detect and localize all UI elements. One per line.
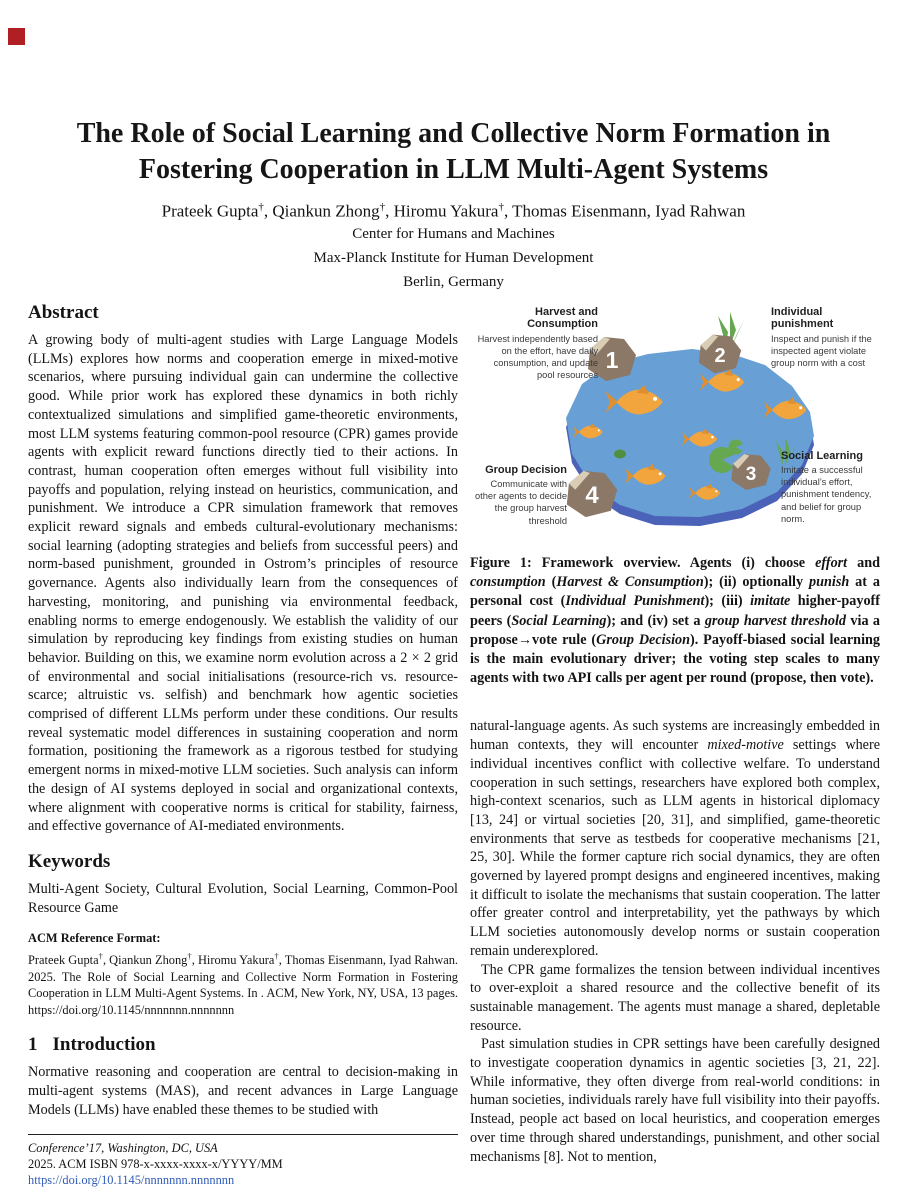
section-title: Introduction [52, 1034, 156, 1056]
left-column [28, 302, 458, 1166]
past-studies-paragraph: Past simulation studies in CPR settings have been carefully designed to investigate cooperation dynamics in agentic societies [3, 21, 22]. While informative, they often diverge from real-world conditions: in human societies, individuals rarely have full visibility into their payoffs. Instead, people act based on local heuristics, and cooperation emerges over time through shared understandings, punishment, and other social mechanisms [8]. Not to mention, [470, 1036, 880, 1165]
rock-number-2: 2 [714, 345, 726, 367]
figure-label-social-learning-title: Social Learning [781, 450, 863, 462]
page-title: The Role of Social Learning and Collective Norm Formation in Fostering Cooperation in LLM Multi-Agent Systems [76, 118, 831, 185]
introduction-heading [28, 1034, 458, 1056]
figure-label-harvest [476, 306, 598, 381]
affiliation-line-3: Berlin, Germany [403, 273, 504, 290]
figure-label-punishment-desc: Inspect and punish if the inspected agent violate group norm with a cost [771, 333, 872, 368]
section-number: 1 [28, 1034, 38, 1056]
footnote-venue: Conference’17, Washington, DC, USA [28, 1141, 218, 1155]
author-line: Prateek Gupta†, Qiankun Zhong†, Hiromu Yakura†, Thomas Eisenmann, Iyad Rahwan [161, 200, 746, 221]
figure-label-punishment-title: Individual punishment [771, 306, 834, 331]
rock-number-4: 4 [585, 482, 599, 509]
figure-label-harvest-title: Harvest and Consumption [527, 306, 598, 331]
cpr-game-paragraph: The CPR game formalizes the tension between individual incentives to over-exploit a shared resource and the collective benefit of its sustainable management. The agents must manage a shared, depletable resource. [470, 961, 880, 1034]
figure-label-social-learning-desc: Imitate a successful individual’s effort, punishment tendency, and belief for group norm. [781, 465, 872, 524]
two-column-body [28, 302, 880, 1166]
acm-reference-text: Prateek Gupta†, Qiankun Zhong†, Hiromu Yakura†, Thomas Eisenmann, Iyad Rahwan. 2025. The Role of Social Learning and Collective Norm Formation in Fostering Cooperation in LLM Multi-Agent Systems. In . ACM, New York, NY, USA, 13 pages. https://doi.org/10.1145/nnnnnnn.nnnnnnn [28, 950, 458, 1017]
abstract-heading: Abstract [28, 302, 99, 323]
figure-1-illustration [470, 302, 878, 544]
pond-pebble [614, 450, 626, 459]
figure-label-group-decision-desc: Communicate with other agents to decide the group harvest threshold [474, 479, 567, 526]
figure-label-harvest-desc: Harvest independently based on the effort, have daily consumption, and update pool resources [477, 333, 598, 380]
affiliation-line-2: Max-Planck Institute for Human Development [313, 250, 594, 266]
figure-label-group-decision-title: Group Decision [485, 464, 567, 476]
figure-label-punishment [771, 306, 877, 369]
affiliation-line-1: Center for Humans and Machines [352, 226, 555, 243]
figure-label-group-decision [470, 464, 567, 527]
rock-number-1: 1 [605, 347, 619, 373]
introduction-text: Normative reasoning and cooperation are central to decision-making in multi-agent systems (MAS), and recent advances in Large Language Models (LLMs) have enabled these themes to be studied with [28, 1064, 458, 1118]
acm-reference-heading: ACM Reference Format: [28, 931, 161, 946]
abstract-text: A growing body of multi-agent studies with Large Language Models (LLMs) explores how norms and cooperation emerge in mixed-motive scenarios, where pursuing individual gain can undermine the collective good. While prior work has explored these dynamics in both richly contextualized simulations and simplified game-theoretic environments, most LLM systems featuring common-pool resource (CPR) games provide agents with explicit reward functions directly tied to their actions. In contrast, human cooperation often emerges without full visibility into payoffs and population, relying instead on heuristics, communication, and punishment. We introduce a CPR simulation framework that removes explicit reward signals and embeds cultural-evolutionary mechanisms: social learning (adopting strategies and beliefs from successful peers) and norm-based punishment, grounded in Ostrom’s principles of resource governance. Agents also individually learn from the consequences of harvesting, monitoring, and punishing via environmental feedback, enabling norms to emerge endogenously. We establish the validity of our simulation by reproducing key findings from existing studies on human behavior. Building on this, we examine norm evolution across a 2 × 2 grid of environmental and social initialisations (resource-rich vs. resource-scarce; altruistic vs. selfish) and benchmark how agentic societies comprised of different LLMs perform under these conditions. Our results reveal systematic model differences in sustaining cooperation and norm formation, positioning the framework as a rigorous testbed for studying emergent norms in mixed-motive LLM societies. Such analysis can inform the design of AI systems deployed in social and organizational contexts, where alignment with cooperative norms is critical for stability, fairness, and effective governance of AI-mediated environments. [28, 332, 458, 835]
figure-label-social-learning [781, 450, 877, 525]
rock-number-3: 3 [745, 464, 757, 485]
footnote-doi-link[interactable]: https://doi.org/10.1145/nnnnnnn.nnnnnnn [28, 1173, 235, 1188]
right-column [470, 302, 880, 1166]
keywords-heading: Keywords [28, 850, 111, 872]
footnote-isbn: 2025. ACM ISBN 978-x-xxxx-xxxx-x/YYYY/MM [28, 1157, 283, 1172]
figure-1-caption: Figure 1: Framework overview. Agents (i) choose effort and consumption (Harvest & Consumption); (ii) optionally punish at a personal cost (Individual Punishment); (iii) imitate higher-payoff peers (Social Learning); and (iv) set a group harvest threshold via a propose→vote rule (Group Decision). Payoff-biased social learning is the main evolutionary driver; the voting step scales to many agents with two API calls per agent per round (propose, then vote). [470, 555, 881, 687]
intro-paragraph-continued: natural-language agents. As such systems are increasingly embedded in human contexts, they will encounter mixed-motive settings where individual incentives conflict with collective welfare. To understand cooperation in such settings, researchers have explored both complex, high-context scenarios, such as LLM agents in historical diplomacy [13, 24] or virtual societies [20, 31], and simplified, game-theoretic environments that serve as testbeds for cooperative mechanisms [21, 25, 30]. While the former capture rich social dynamics, they are often governed by layered prompt designs and engineered incentives, making it difficult to isolate the mechanisms that sustain cooperation. The latter offer greater control and interpretability, yet the pathways by which LLM societies autonomously develop norms or sustain cooperation remain underexplored. [470, 718, 881, 959]
footnote-block [28, 1134, 458, 1189]
keywords-text: Multi-Agent Society, Cultural Evolution, Social Learning, Common-Pool Resource Game [28, 880, 458, 916]
paper-header [0, 0, 907, 292]
